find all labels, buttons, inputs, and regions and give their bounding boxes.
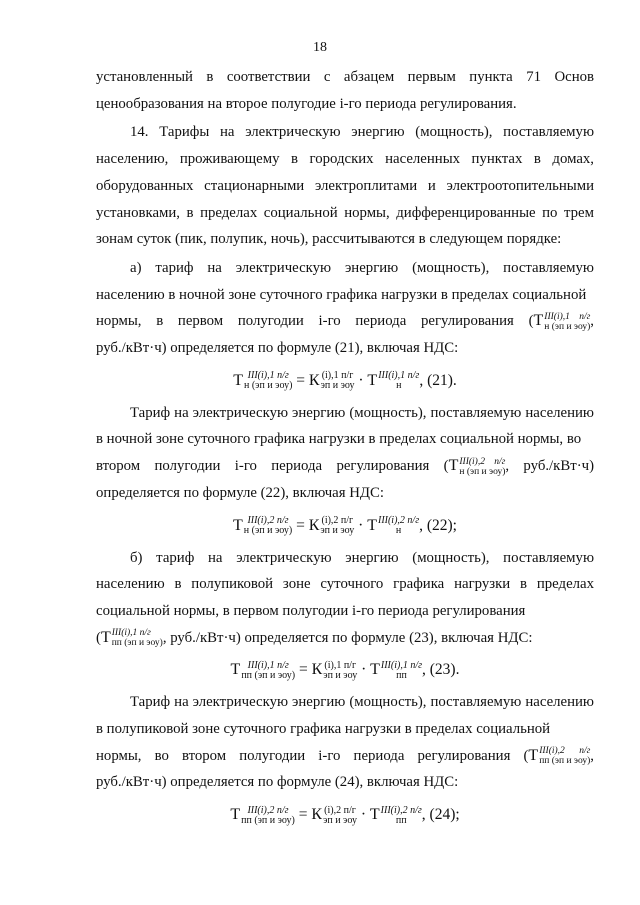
paragraph-line: (Т III(i),1 п/г пп (эп и эоу) , руб./кВт·ч) определяется по формуле (23), включая НДС:	[96, 628, 533, 649]
tariff-symbol: Т III(i),2 п/г н (эп и эоу)	[448, 456, 506, 477]
paragraph-line: установленный в соответствии с абзацем первым пункта 71 Основ	[96, 69, 594, 85]
paragraph-text: нормы, в первом полугодии i-го периода регулирования (	[96, 313, 534, 330]
paragraph: 14. Тарифы на электрическую энергию (мощность), поставляемую населению, проживающему в городских населенных пунктах в домах, оборудованных стационарными электроплитами и электроотопительными установками, в пределах социальной нормы, дифференцированные по трем зонам суток (пик, полупик, ночь), рассчитываются в следующем порядке:	[96, 124, 594, 248]
formula-22: Т III(i),2 п/г н (эп и эоу) = К (i),2 п/г эп и эоу · Т III(i),2 п/г н , (22);	[233, 514, 457, 536]
document-body	[96, 64, 594, 834]
paragraph-line: ценообразования на второе полугодие i-го периода регулирования.	[96, 95, 517, 112]
formula-21: Т III(i),1 п/г н (эп и эоу) = К (i),1 п/г эп и эоу · Т III(i),1 п/г н , (21).	[233, 370, 457, 392]
page-number: 18	[313, 40, 327, 55]
paragraph: б) тариф на электрическую энергию (мощность), поставляемую населению в полупиковой зоне суточного графика нагрузки в пределах социальной нормы, в первом полугодии i-го периода регулирования	[96, 549, 594, 619]
paragraph: Тариф на электрическую энергию (мощность), поставляемую населению в ночной зоне суточного графика нагрузки в пределах социальной нормы, во	[96, 404, 594, 448]
tariff-symbol: Т III(i),1 п/г н (эп и эоу)	[533, 311, 591, 332]
paragraph: а) тариф на электрическую энергию (мощность), поставляемую населению в ночной зоне суточного графика нагрузки в пределах социальной	[96, 259, 594, 303]
tariff-symbol: Т III(i),1 п/г пп (эп и эоу)	[100, 628, 163, 649]
paragraph-line: нормы, в первом полугодии i-го периода регулирования (Т III(i),1 п/г н (эп и эоу) ,	[96, 311, 594, 332]
paragraph: Тариф на электрическую энергию (мощность), поставляемую населению в полупиковой зоне суточного графика нагрузки в пределах социальной	[96, 694, 594, 738]
paragraph-line: определяется по формуле (22), включая НДС:	[96, 484, 384, 501]
paragraph-line: руб./кВт·ч) определяется по формуле (21), включая НДС:	[96, 340, 459, 357]
paragraph-line: руб./кВт·ч) определяется по формуле (24), включая НДС:	[96, 774, 459, 791]
paragraph-line: втором полугодии i-го периода регулирования (Т III(i),2 п/г н (эп и эоу) , руб./кВт·ч)	[96, 456, 594, 477]
tariff-symbol: Т III(i),2 п/г пп (эп и эоу)	[528, 746, 591, 767]
formula-24: Т III(i),2 п/г пп (эп и эоу) = К (i),2 п/г эп и эоу · Т III(i),2 п/г пп , (24);	[230, 804, 460, 826]
paragraph-line: нормы, во втором полугодии i-го периода регулирования (Т III(i),2 п/г пп (эп и эоу) ,	[96, 746, 594, 767]
formula-23: Т III(i),1 п/г пп (эп и эоу) = К (i),1 п/г эп и эоу · Т III(i),1 п/г пп , (23).	[230, 659, 460, 681]
